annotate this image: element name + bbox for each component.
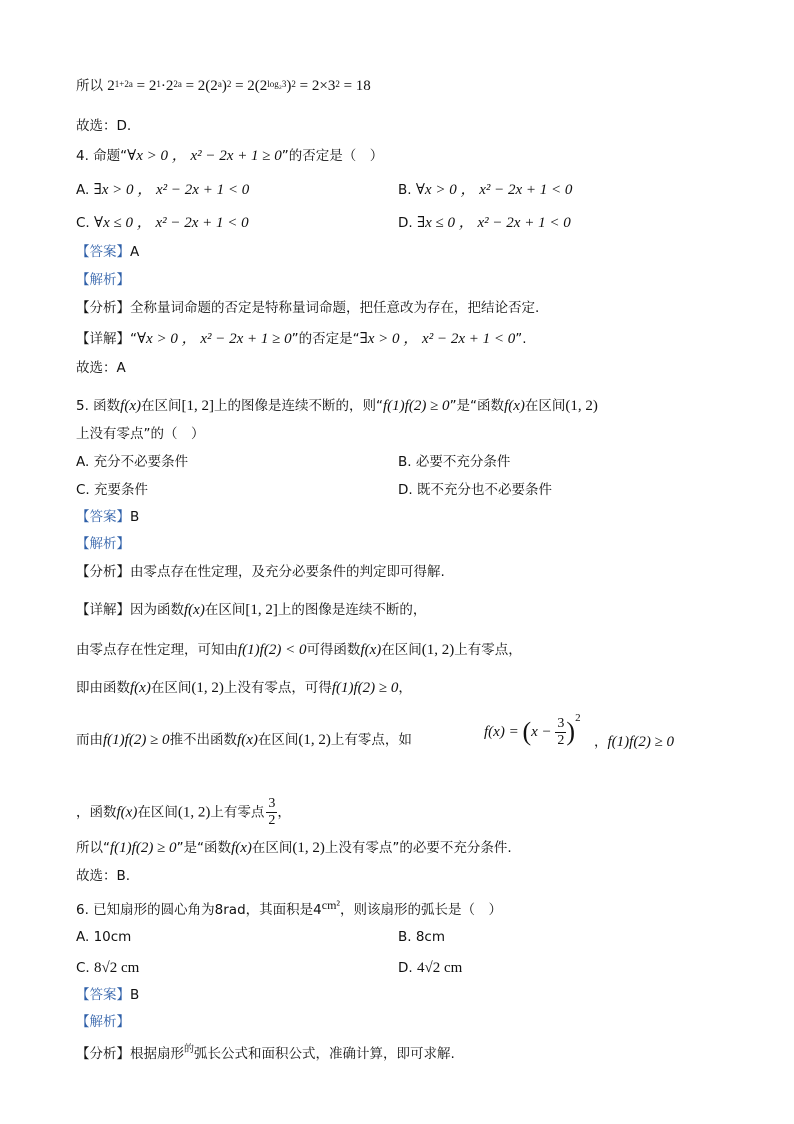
q4-a-label: A. — [76, 182, 90, 198]
q6-fenxi — [76, 1044, 455, 1066]
text-suoyi: 所以 — [76, 78, 103, 94]
q5-detail-2 — [76, 640, 522, 660]
q5-d3-b: 在区间 — [150, 680, 192, 696]
q5-d2-a: 由零点存在性定理，可知由 — [76, 642, 238, 658]
q5-d5-a: ，函数 — [76, 804, 117, 821]
q5-choose: 故选：B. — [76, 868, 131, 884]
question-6-stem — [76, 900, 502, 920]
q5-d1-fx: f(x) — [184, 602, 205, 618]
q5-d5-c: 上有零点 — [210, 804, 265, 821]
q4-detail-math1: ∀x > 0 ， x² − 2x + 1 ≥ 0 — [137, 331, 292, 347]
q6-answer — [76, 985, 139, 1005]
q5-d6-b: ”是“函数 — [176, 840, 232, 856]
q6-answer-value: B — [130, 987, 140, 1003]
q4-a-math: ∃x > 0 ， x² − 2x + 1 < 0 — [93, 182, 250, 198]
answer-tag: 【答案】 — [76, 509, 130, 525]
q5-interval-open: (1, 2) — [565, 398, 598, 414]
q5-example-function — [484, 712, 581, 752]
q5-d2-interval: (1, 2) — [421, 642, 455, 658]
q6-stem-b: ，则该扇形的弧长是（ ） — [340, 902, 503, 918]
q4-choose: 故选：A — [76, 360, 126, 376]
q5-d1-a: 因为函数 — [130, 602, 184, 618]
q4-detail-open: “ — [130, 331, 137, 347]
q5-d3-fx: f(x) — [130, 680, 151, 696]
conclusion-line — [76, 76, 371, 96]
answer-tag: 【答案】 — [76, 244, 130, 260]
q5-answer-value: B — [130, 509, 140, 525]
q6-fenxi-b: 弧长公式和面积公式，准确计算，即可求解. — [194, 1046, 455, 1062]
q4-option-d — [398, 213, 571, 233]
q5-d2-fx: f(x) — [360, 642, 382, 658]
q5-d3-f1f2: f(1)f(2) ≥ 0 — [331, 680, 399, 696]
q5-option-d: D. 既不充分也不必要条件 — [398, 482, 552, 498]
q5-s1: 5. 函数 — [76, 398, 121, 414]
fenxi-tag: 【分析】 — [76, 564, 130, 580]
q4-d-label: D. — [398, 215, 413, 231]
q5-detail-1 — [76, 600, 426, 620]
q5-ex-rparen: ) — [566, 717, 576, 746]
q5-ex-square: 2 — [575, 712, 581, 724]
q6-c-label: C. — [76, 960, 90, 976]
q5-d4-b: 推不出函数 — [169, 732, 238, 748]
q6-option-a: A. 10cm — [76, 929, 132, 945]
q5-d6-a: 所以“ — [76, 840, 110, 856]
q4-b-label: B. — [398, 182, 412, 198]
q4-b-math: ∀x > 0 ， x² − 2x + 1 < 0 — [415, 182, 573, 198]
q6-jiexi — [76, 1012, 130, 1032]
q5-s4: ”是“函数 — [449, 398, 505, 414]
q5-detail-5 — [76, 796, 291, 829]
q4-c-math: ∀x ≤ 0 ， x² − 2x + 1 < 0 — [94, 215, 249, 231]
q4-option-b — [398, 180, 572, 200]
answer-tag: 【答案】 — [76, 987, 130, 1003]
q5-d4-fx: f(x) — [237, 732, 258, 748]
q5-d2-b: 可得函数 — [306, 642, 361, 658]
q5-zero-num: 3 — [268, 796, 276, 811]
q6-d-math: 4√2 cm — [416, 960, 463, 976]
q6-unit: cm² — [321, 898, 341, 912]
q5-d3-d: ， — [398, 680, 412, 696]
q5-option-c: C. 充要条件 — [76, 482, 149, 498]
q4-option-a — [76, 180, 249, 200]
q6-option-b: B. 8cm — [398, 929, 446, 945]
q4-c-label: C. — [76, 215, 90, 231]
q5-example-cond — [594, 732, 674, 752]
q4-jiexi — [76, 270, 130, 290]
q5-ex-frac-den: 2 — [557, 732, 565, 748]
q4-d-math: ∃x ≤ 0 ， x² − 2x + 1 < 0 — [416, 215, 571, 231]
q6-option-c — [76, 958, 139, 978]
q4-answer-value: A — [130, 244, 140, 260]
q5-d4-e: ， — [594, 734, 608, 750]
q5-fenxi-text: 由零点存在性定理，及充分必要条件的判定即可得解. — [130, 564, 445, 580]
q4-stem-tail: ”的否定是（ ） — [281, 148, 384, 164]
q6-d-label: D. — [398, 960, 413, 976]
q5-d5-interval: (1, 2) — [177, 804, 211, 821]
q5-ex-fraction — [555, 716, 566, 749]
q4-option-c — [76, 213, 249, 233]
q5-d2-f1f2: f(1)f(2) < 0 — [238, 642, 307, 658]
q5-s3: 上的图像是连续不断的，则“ — [214, 398, 383, 414]
q6-fenxi-a: 根据扇形 — [130, 1046, 184, 1062]
q5-s5: 在区间 — [524, 398, 566, 414]
q4-detail-close: ”. — [515, 331, 527, 347]
q4-stem-math: ∀x > 0 ， x² − 2x + 1 ≥ 0 — [127, 148, 282, 164]
q5-d4-interval: (1, 2) — [298, 732, 331, 748]
q5-d6-fx: f(x) — [231, 840, 252, 856]
q5-ex-fx: f(x) = — [484, 724, 523, 740]
q5-detail-3 — [76, 678, 412, 698]
q5-d5-d: ， — [277, 804, 291, 821]
q5-d4-d: 上有零点，如 — [330, 732, 412, 748]
q5-ex-f1f2: f(1)f(2) ≥ 0 — [607, 734, 675, 750]
q5-f1f2: f(1)f(2) ≥ 0 — [383, 398, 450, 414]
q5-ex-lparen: ( — [522, 717, 532, 746]
q5-d2-c: 在区间 — [381, 642, 422, 658]
q6-option-d — [398, 958, 462, 978]
q5-d1-c: 上的图像是连续不断的， — [277, 602, 427, 618]
q5-d4-f1f2: f(1)f(2) ≥ 0 — [103, 732, 170, 748]
q5-d1-interval: [1, 2] — [245, 602, 278, 618]
q4-detail-math2: ∃x > 0 ， x² − 2x + 1 < 0 — [359, 331, 516, 347]
q5-d6-d: 上没有零点”的必要不充分条件. — [324, 840, 512, 856]
fenxi-tag: 【分析】 — [76, 1046, 130, 1062]
q5-zero-fraction — [266, 796, 277, 829]
q4-fenxi — [76, 298, 539, 318]
q5-detail-4 — [76, 730, 412, 750]
q5-d1-b: 在区间 — [204, 602, 246, 618]
q6-c-math: 8√2 cm — [94, 960, 140, 976]
q5-fenxi — [76, 562, 445, 582]
choose-line-d: 故选：D. — [76, 118, 132, 134]
jiexi-tag: 【解析】 — [76, 1014, 130, 1030]
q5-d2-d: 上有零点， — [454, 642, 522, 658]
fenxi-tag: 【分析】 — [76, 300, 130, 316]
q5-d3-a: 即由函数 — [76, 680, 130, 696]
xiangxi-tag: 【详解】 — [76, 602, 130, 618]
q5-option-b: B. 必要不充分条件 — [398, 454, 511, 470]
q5-d5-b: 在区间 — [137, 804, 178, 821]
q5-d6-f1f2: f(1)f(2) ≥ 0 — [110, 840, 177, 856]
q5-s2: 在区间 — [141, 398, 182, 414]
q4-stem-text: 4. 命题“ — [76, 148, 128, 164]
q5-d4-c: 在区间 — [257, 732, 299, 748]
q6-fenxi-de: 的 — [184, 1044, 194, 1055]
q5-interval-closed: [1, 2] — [181, 398, 214, 414]
q5-fx-2: f(x) — [504, 398, 525, 414]
exponent-equation: $2^{1+2a} = 2^1\cdot 2^{2a} = 2(2^a)^2 = 2(2^{log_23})^2 = 2\times 3^2 = 18$ — [107, 78, 371, 94]
q5-ex-x: x − — [531, 724, 556, 740]
jiexi-tag: 【解析】 — [76, 272, 130, 288]
q5-d3-c: 上没有零点，可得 — [223, 680, 332, 696]
q4-detail-mid: ”的否定是“ — [291, 331, 360, 347]
jiexi-tag: 【解析】 — [76, 536, 130, 552]
question-4-stem — [76, 146, 383, 166]
q5-zero-den: 2 — [268, 813, 276, 828]
q6-stem-a: 6. 已知扇形的圆心角为8rad，其面积是4 — [76, 902, 322, 918]
q4-detail — [76, 329, 527, 349]
q4-answer — [76, 242, 139, 262]
q5-d6-c: 在区间 — [251, 840, 293, 856]
question-5-stem-cont: 上没有零点”的（ ） — [76, 426, 205, 442]
q4-fenxi-text: 全称量词命题的否定是特称量词命题，把任意改为存在，把结论否定. — [130, 300, 540, 316]
q5-d5-fx: f(x) — [116, 804, 138, 821]
q5-detail-6 — [76, 838, 512, 858]
q5-d3-interval: (1, 2) — [191, 680, 224, 696]
q5-d4-a: 而由 — [76, 732, 103, 748]
q5-option-a: A. 充分不必要条件 — [76, 454, 189, 470]
q5-d6-interval: (1, 2) — [292, 840, 325, 856]
question-5-stem — [76, 396, 598, 416]
q5-ex-frac-num: 3 — [557, 715, 565, 731]
q5-jiexi — [76, 534, 130, 554]
q5-fx: f(x) — [120, 398, 141, 414]
q5-answer — [76, 507, 139, 527]
xiangxi-tag: 【详解】 — [76, 331, 130, 347]
